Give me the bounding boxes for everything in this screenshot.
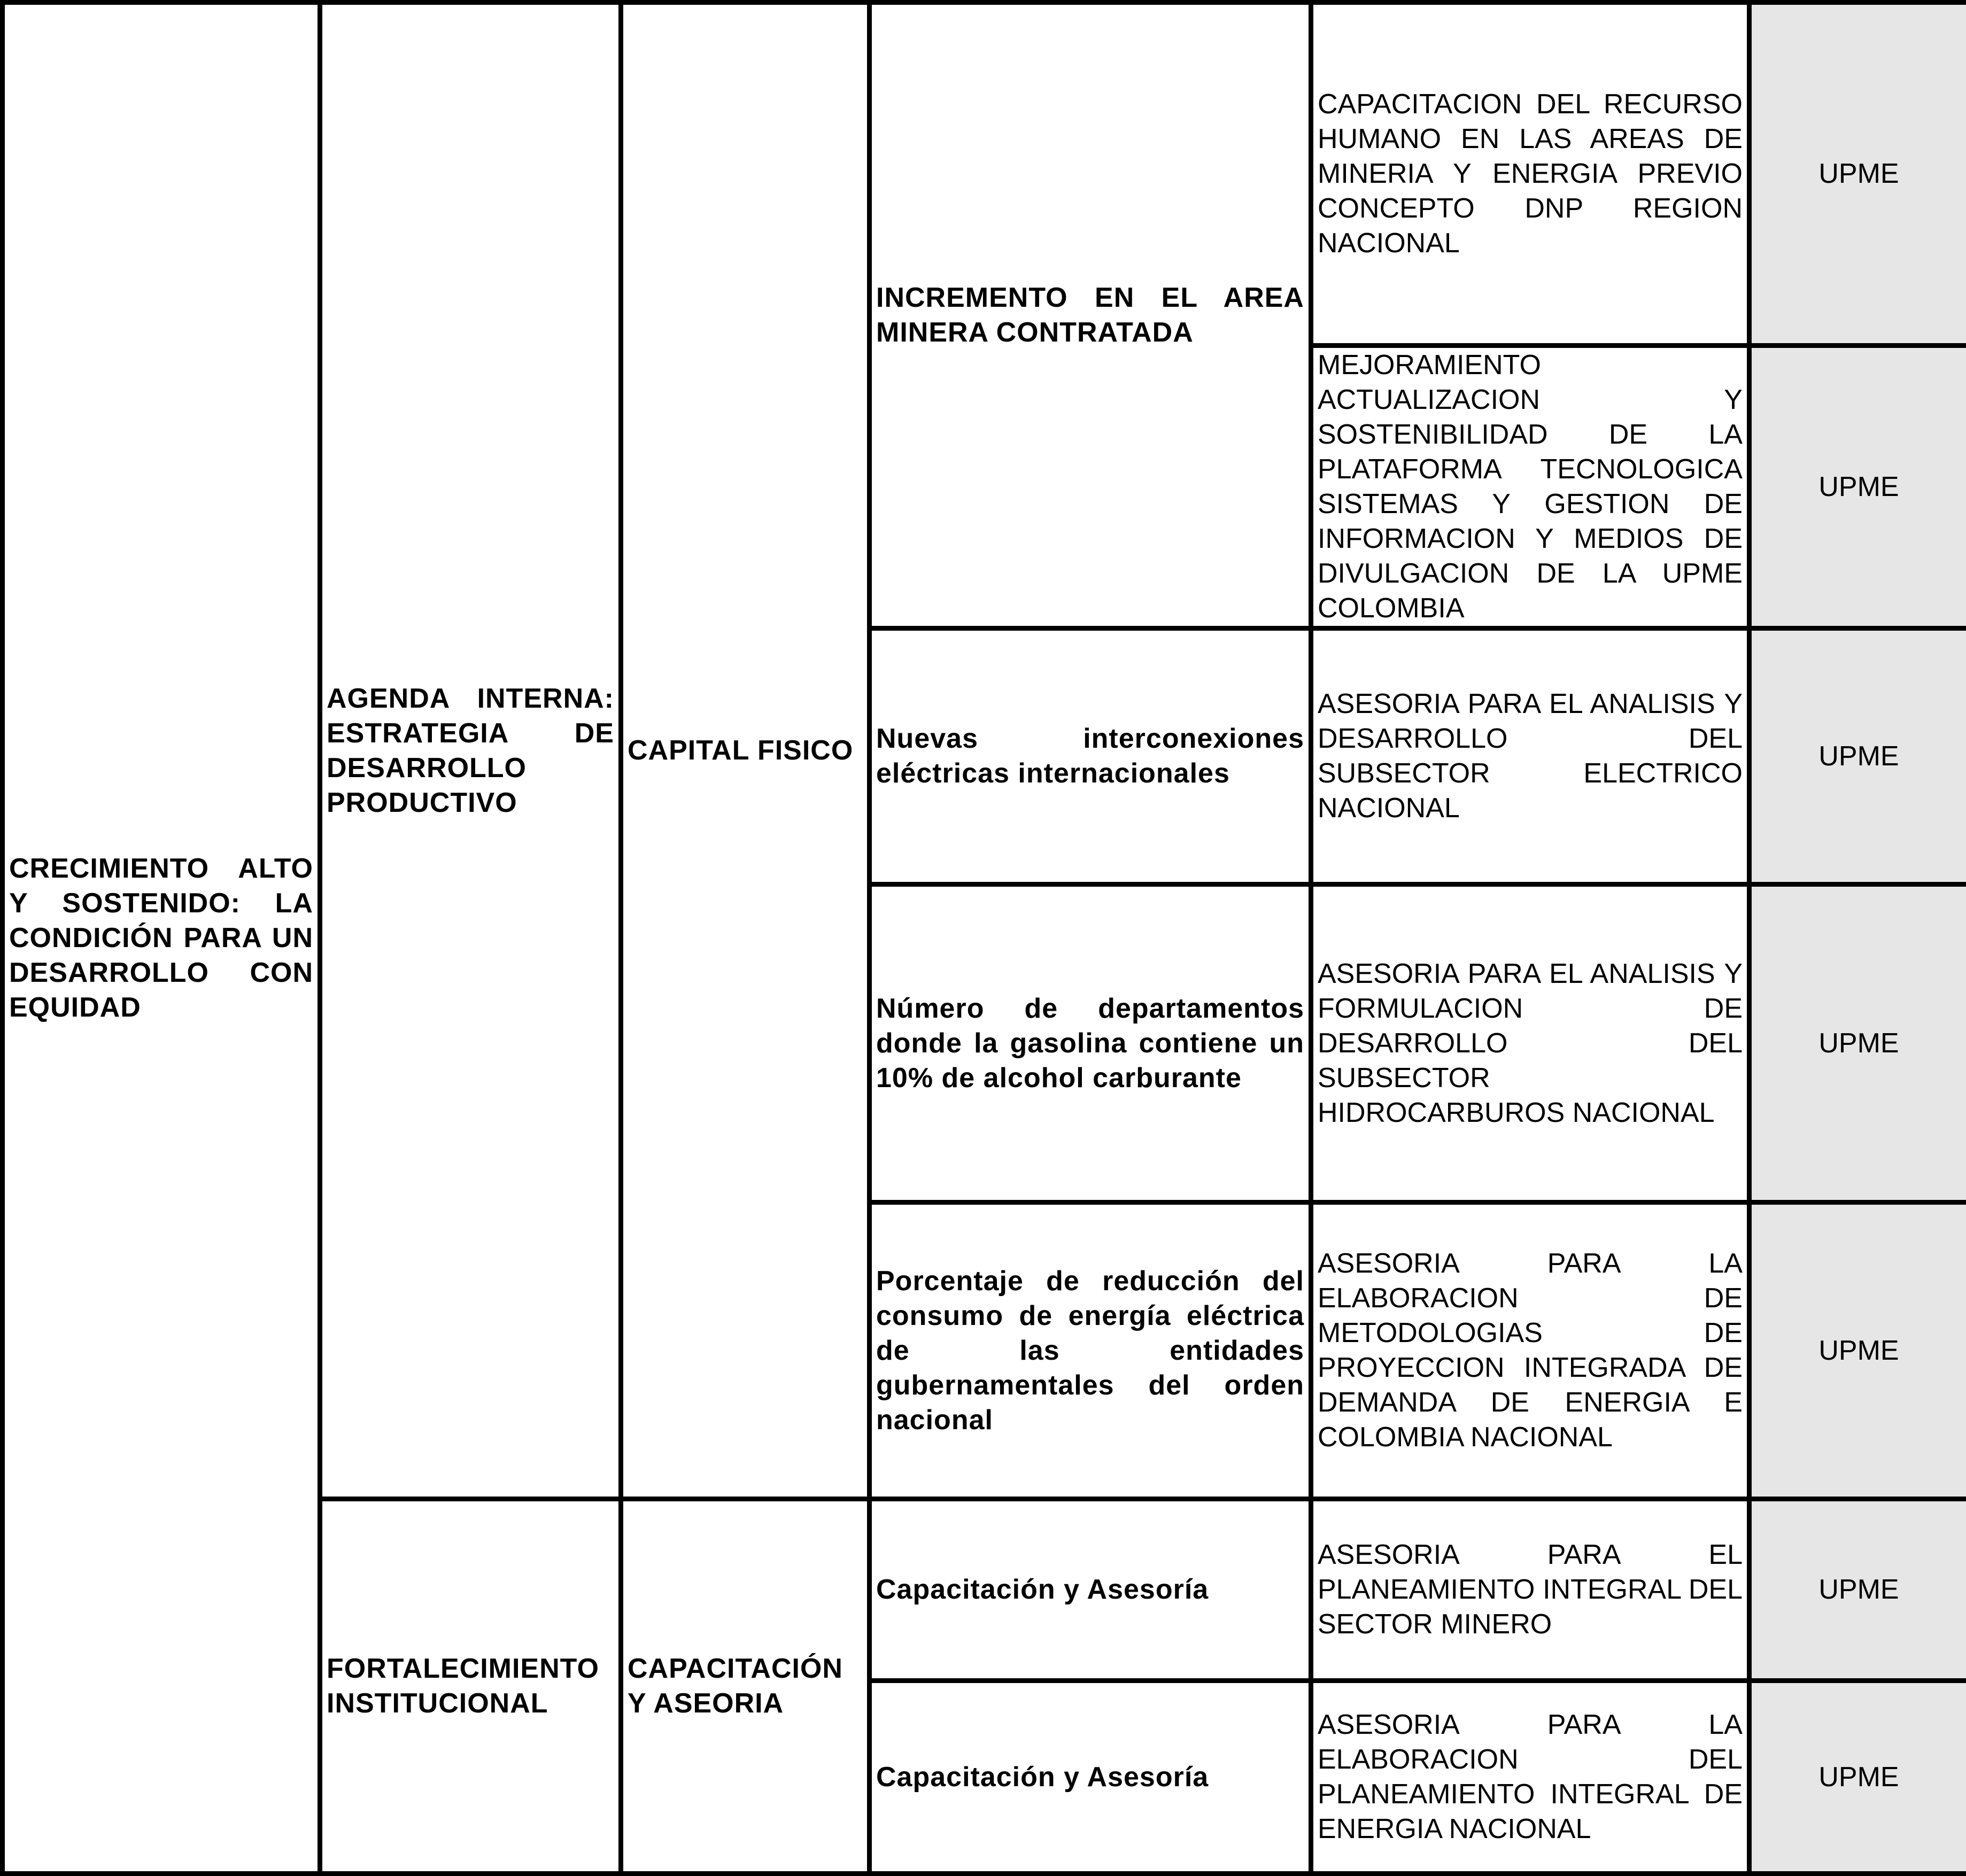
- indicator-cell: Nuevas interconexiones eléctricas internacionales: [870, 629, 1311, 885]
- indicator-cell: Porcentaje de reducción del consumo de energía eléctrica de las entidades gubernamentales del orden nacional: [870, 1203, 1311, 1499]
- entity-cell: UPME: [1750, 1681, 1966, 1874]
- entity-cell: UPME: [1750, 3, 1966, 346]
- objective-cell: CRECIMIENTO ALTO Y SOSTENIDO: LA CONDICIÓN PARA UN DESARROLLO CON EQUIDAD: [3, 3, 320, 1874]
- indicator-cell: Número de departamentos donde la gasolina contiene un 10% de alcohol carburante: [870, 885, 1311, 1203]
- project-cell: ASESORIA PARA EL ANALISIS Y DESARROLLO DEL SUBSECTOR ELECTRICO NACIONAL: [1311, 629, 1750, 885]
- project-cell: ASESORIA PARA LA ELABORACION DE METODOLOGIAS DE PROYECCION INTEGRADA DE DEMANDA DE ENERGIA E COLOMBIA NACIONAL: [1311, 1203, 1750, 1499]
- entity-cell: UPME: [1750, 885, 1966, 1203]
- strategy-cell: AGENDA INTERNA: ESTRATEGIA DE DESARROLLO PRODUCTIVO: [320, 3, 621, 1499]
- project-cell: ASESORIA PARA EL PLANEAMIENTO INTEGRAL DEL SECTOR MINERO: [1311, 1499, 1750, 1681]
- project-cell: ASESORIA PARA LA ELABORACION DEL PLANEAMIENTO INTEGRAL DE ENERGIA NACIONAL: [1311, 1681, 1750, 1874]
- project-cell: MEJORAMIENTO ACTUALIZACION Y SOSTENIBILIDAD DE LA PLATAFORMA TECNOLOGICA SISTEMAS Y GESTION DE INFORMACION Y MEDIOS DE DIVULGACION DE LA UPME COLOMBIA: [1311, 346, 1750, 629]
- program-cell: CAPACITACIÓN Y ASEORIA: [621, 1499, 870, 1874]
- indicator-cell: Capacitación y Asesoría: [870, 1681, 1311, 1874]
- entity-cell: UPME: [1750, 1499, 1966, 1681]
- entity-cell: UPME: [1750, 629, 1966, 885]
- entity-cell: UPME: [1750, 346, 1966, 629]
- strategy-cell: FORTALECIMIENTO INSTITUCIONAL: [320, 1499, 621, 1874]
- indicator-cell: INCREMENTO EN EL AREA MINERA CONTRATADA: [870, 3, 1311, 629]
- project-cell: CAPACITACION DEL RECURSO HUMANO EN LAS AREAS DE MINERIA Y ENERGIA PREVIO CONCEPTO DNP REGION NACIONAL: [1311, 3, 1750, 346]
- indicator-cell: Capacitación y Asesoría: [870, 1499, 1311, 1681]
- entity-cell: UPME: [1750, 1203, 1966, 1499]
- table-row: [3, 3, 1966, 346]
- program-cell: CAPITAL FISICO: [621, 3, 870, 1499]
- project-cell: ASESORIA PARA EL ANALISIS Y FORMULACION DE DESARROLLO DEL SUBSECTOR HIDROCARBUROS NACIONAL: [1311, 885, 1750, 1203]
